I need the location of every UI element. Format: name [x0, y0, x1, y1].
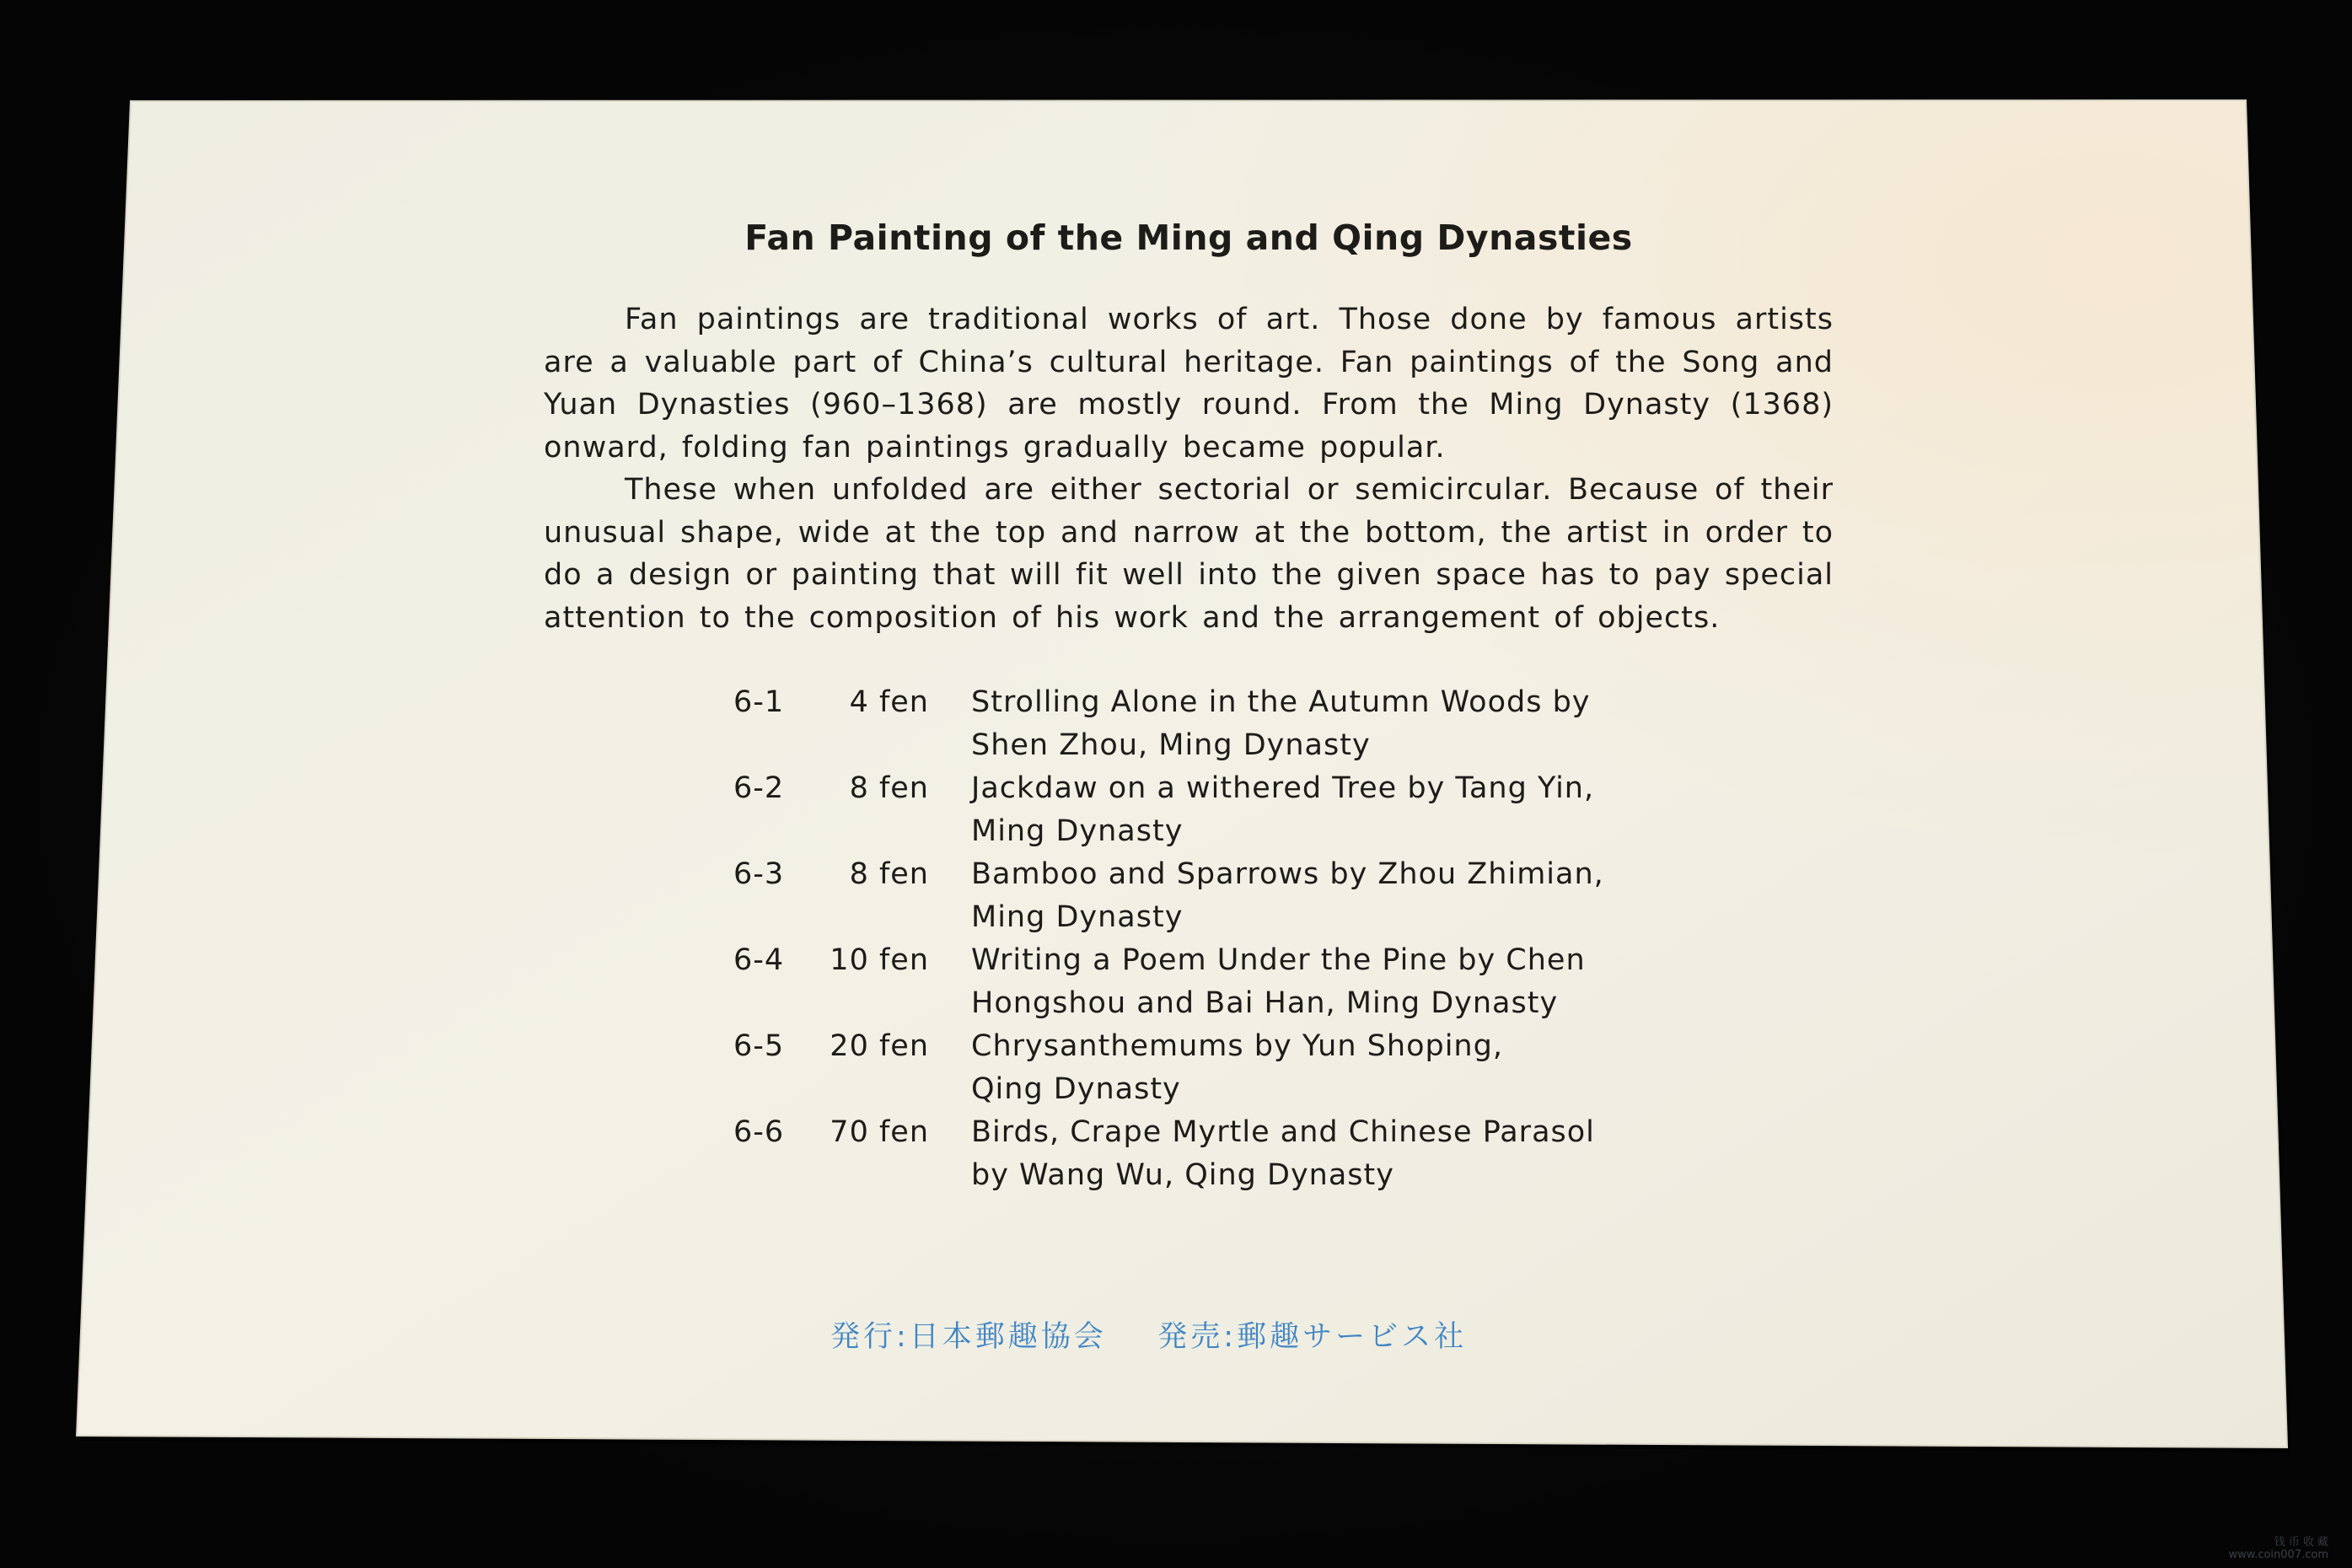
stamp-value: 70 fen [830, 1115, 929, 1149]
stamp-description-line: Hongshou and Bai Han, Ming Dynasty [971, 986, 1559, 1020]
watermark-url: www.coin007.com [2228, 1549, 2328, 1561]
stamp-list [733, 681, 1661, 1197]
watermark-line: 钱 币 收 藏 [2274, 1536, 2328, 1549]
card-text-block [544, 217, 1834, 639]
stamp-description [971, 767, 1661, 853]
stamp-description-line: Writing a Poem Under the Pine by Chen [971, 943, 1586, 977]
stamp-number: 6-2 [733, 771, 785, 805]
stamp-description-line: Shen Zhou, Ming Dynasty [971, 728, 1371, 762]
stamp-value: 20 fen [830, 1029, 929, 1063]
stamp-description [971, 939, 1661, 1025]
stamp-number: 6-1 [733, 685, 785, 719]
stamp-row [733, 1111, 1661, 1197]
card-title: Fan Painting of the Ming and Qing Dynasties [744, 217, 1633, 258]
stamp-description-line: Chrysanthemums by Yun Shoping, [971, 1029, 1503, 1063]
stamp-description [971, 853, 1661, 939]
stamp-description-line: Strolling Alone in the Autumn Woods by [971, 685, 1591, 719]
stamp-row [733, 853, 1661, 939]
stamp-description-line: Bamboo and Sparrows by Zhou Zhimian, [971, 857, 1604, 891]
stamp-number: 6-5 [733, 1029, 785, 1063]
stamp-description-line: Ming Dynasty [971, 814, 1184, 848]
stamp-value: 4 fen [849, 685, 929, 719]
stamp-description [971, 1111, 1661, 1197]
stamp-number: 6-4 [733, 943, 785, 977]
site-watermark [2229, 1536, 2329, 1561]
stamp-row [733, 1025, 1661, 1111]
stamp-row [733, 767, 1661, 853]
stamp-description-line: Birds, Crape Myrtle and Chinese Parasol [971, 1115, 1595, 1149]
stamp-row [733, 939, 1661, 1025]
paragraph-2: These when unfolded are either sectorial or semicircular. Because of their unusual shape, wide at the top and narrow at the bottom, the artist in order to do a design or painting that will fit well into the given space has to pay special attention to the composition of his work and the arrangement of objects. [544, 473, 1834, 635]
stamp-description-line: Jackdaw on a withered Tree by Tang Yin, [971, 771, 1595, 805]
stamp-value: 8 fen [849, 857, 929, 891]
stamp-description-line: Qing Dynasty [971, 1072, 1181, 1106]
paragraph-1: Fan paintings are traditional works of art. Those done by famous artists are a valuable part of China’s cultural heritage. Fan paintings of the Song and Yuan Dynasties (960–1368) are mostly round. From the Ming Dynasty (1368) onward, folding fan paintings gradually became popular. [544, 303, 1834, 464]
stamp-value: 8 fen [849, 771, 929, 805]
publisher-footer: 発行:日本郵趣協会 発売:郵趣サービス社 [830, 1320, 1468, 1354]
stamp-number: 6-6 [733, 1115, 785, 1149]
stamp-description-line: by Wang Wu, Qing Dynasty [971, 1158, 1394, 1192]
stamp-description [971, 1025, 1661, 1111]
stamp-number: 6-3 [733, 857, 785, 891]
stamp-value: 10 fen [830, 943, 929, 977]
stamp-description [971, 681, 1661, 767]
stamp-row [733, 681, 1661, 767]
stamp-description-line: Ming Dynasty [971, 900, 1184, 934]
